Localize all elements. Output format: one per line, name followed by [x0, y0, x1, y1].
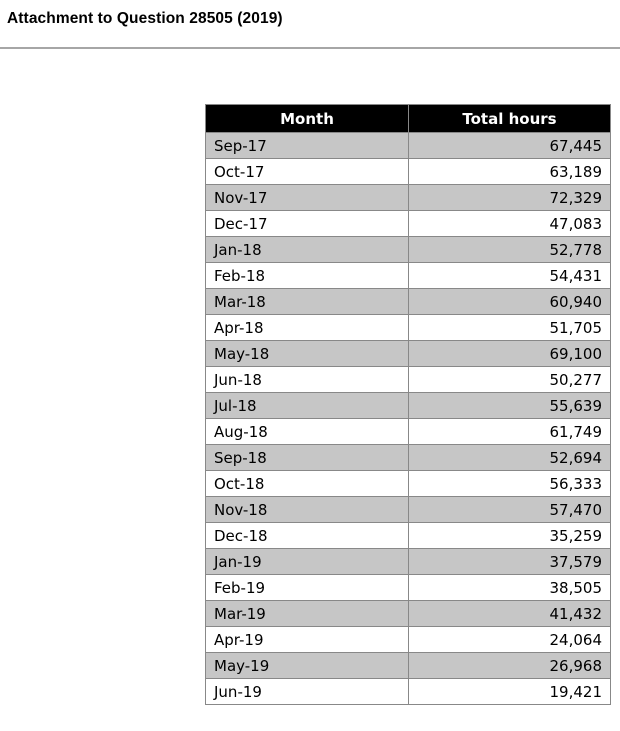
month-cell: Oct-17 — [206, 159, 409, 185]
table-row — [206, 445, 611, 471]
table-row — [206, 133, 611, 159]
table-row — [206, 575, 611, 601]
page-title: Attachment to Question 28505 (2019) — [7, 10, 283, 27]
table-row — [206, 601, 611, 627]
month-cell: Sep-17 — [206, 133, 409, 159]
table-row — [206, 211, 611, 237]
month-cell: Feb-18 — [206, 263, 409, 289]
month-cell: Jan-18 — [206, 237, 409, 263]
table-row — [206, 419, 611, 445]
month-cell: Nov-17 — [206, 185, 409, 211]
total-hours-cell: 50,277 — [409, 367, 611, 393]
total-hours-cell: 35,259 — [409, 523, 611, 549]
total-hours-cell: 67,445 — [409, 133, 611, 159]
table-row — [206, 653, 611, 679]
column-header-month: Month — [206, 105, 409, 133]
total-hours-cell: 57,470 — [409, 497, 611, 523]
table-body — [206, 133, 611, 705]
table-row — [206, 679, 611, 705]
total-hours-cell: 19,421 — [409, 679, 611, 705]
total-hours-cell: 72,329 — [409, 185, 611, 211]
table-row — [206, 497, 611, 523]
month-cell: Aug-18 — [206, 419, 409, 445]
month-cell: Mar-19 — [206, 601, 409, 627]
month-cell: Nov-18 — [206, 497, 409, 523]
month-cell: Mar-18 — [206, 289, 409, 315]
table-row — [206, 471, 611, 497]
total-hours-cell: 38,505 — [409, 575, 611, 601]
table-row — [206, 263, 611, 289]
month-cell: Jun-19 — [206, 679, 409, 705]
month-cell: Apr-19 — [206, 627, 409, 653]
total-hours-cell: 54,431 — [409, 263, 611, 289]
month-cell: Jul-18 — [206, 393, 409, 419]
table-row — [206, 367, 611, 393]
total-hours-cell: 26,968 — [409, 653, 611, 679]
total-hours-cell: 61,749 — [409, 419, 611, 445]
table-row — [206, 237, 611, 263]
total-hours-cell: 52,694 — [409, 445, 611, 471]
month-cell: Feb-19 — [206, 575, 409, 601]
table-header — [206, 105, 611, 133]
table-row — [206, 289, 611, 315]
month-cell: Sep-18 — [206, 445, 409, 471]
table-row — [206, 185, 611, 211]
month-cell: May-18 — [206, 341, 409, 367]
month-cell: Apr-18 — [206, 315, 409, 341]
total-hours-cell: 52,778 — [409, 237, 611, 263]
table-row — [206, 315, 611, 341]
month-cell: Jan-19 — [206, 549, 409, 575]
total-hours-cell: 56,333 — [409, 471, 611, 497]
total-hours-cell: 41,432 — [409, 601, 611, 627]
table-row — [206, 523, 611, 549]
total-hours-cell: 55,639 — [409, 393, 611, 419]
month-cell: Dec-17 — [206, 211, 409, 237]
total-hours-cell: 47,083 — [409, 211, 611, 237]
table-row — [206, 627, 611, 653]
table-row — [206, 549, 611, 575]
total-hours-cell: 51,705 — [409, 315, 611, 341]
table-row — [206, 393, 611, 419]
table-row — [206, 341, 611, 367]
divider — [0, 47, 620, 49]
total-hours-cell: 69,100 — [409, 341, 611, 367]
month-cell: Jun-18 — [206, 367, 409, 393]
column-header-total-hours: Total hours — [409, 105, 611, 133]
month-cell: May-19 — [206, 653, 409, 679]
header-row — [206, 105, 611, 133]
total-hours-cell: 60,940 — [409, 289, 611, 315]
hours-table — [205, 104, 611, 705]
month-cell: Dec-18 — [206, 523, 409, 549]
table-row — [206, 159, 611, 185]
total-hours-cell: 24,064 — [409, 627, 611, 653]
month-cell: Oct-18 — [206, 471, 409, 497]
total-hours-cell: 63,189 — [409, 159, 611, 185]
total-hours-cell: 37,579 — [409, 549, 611, 575]
